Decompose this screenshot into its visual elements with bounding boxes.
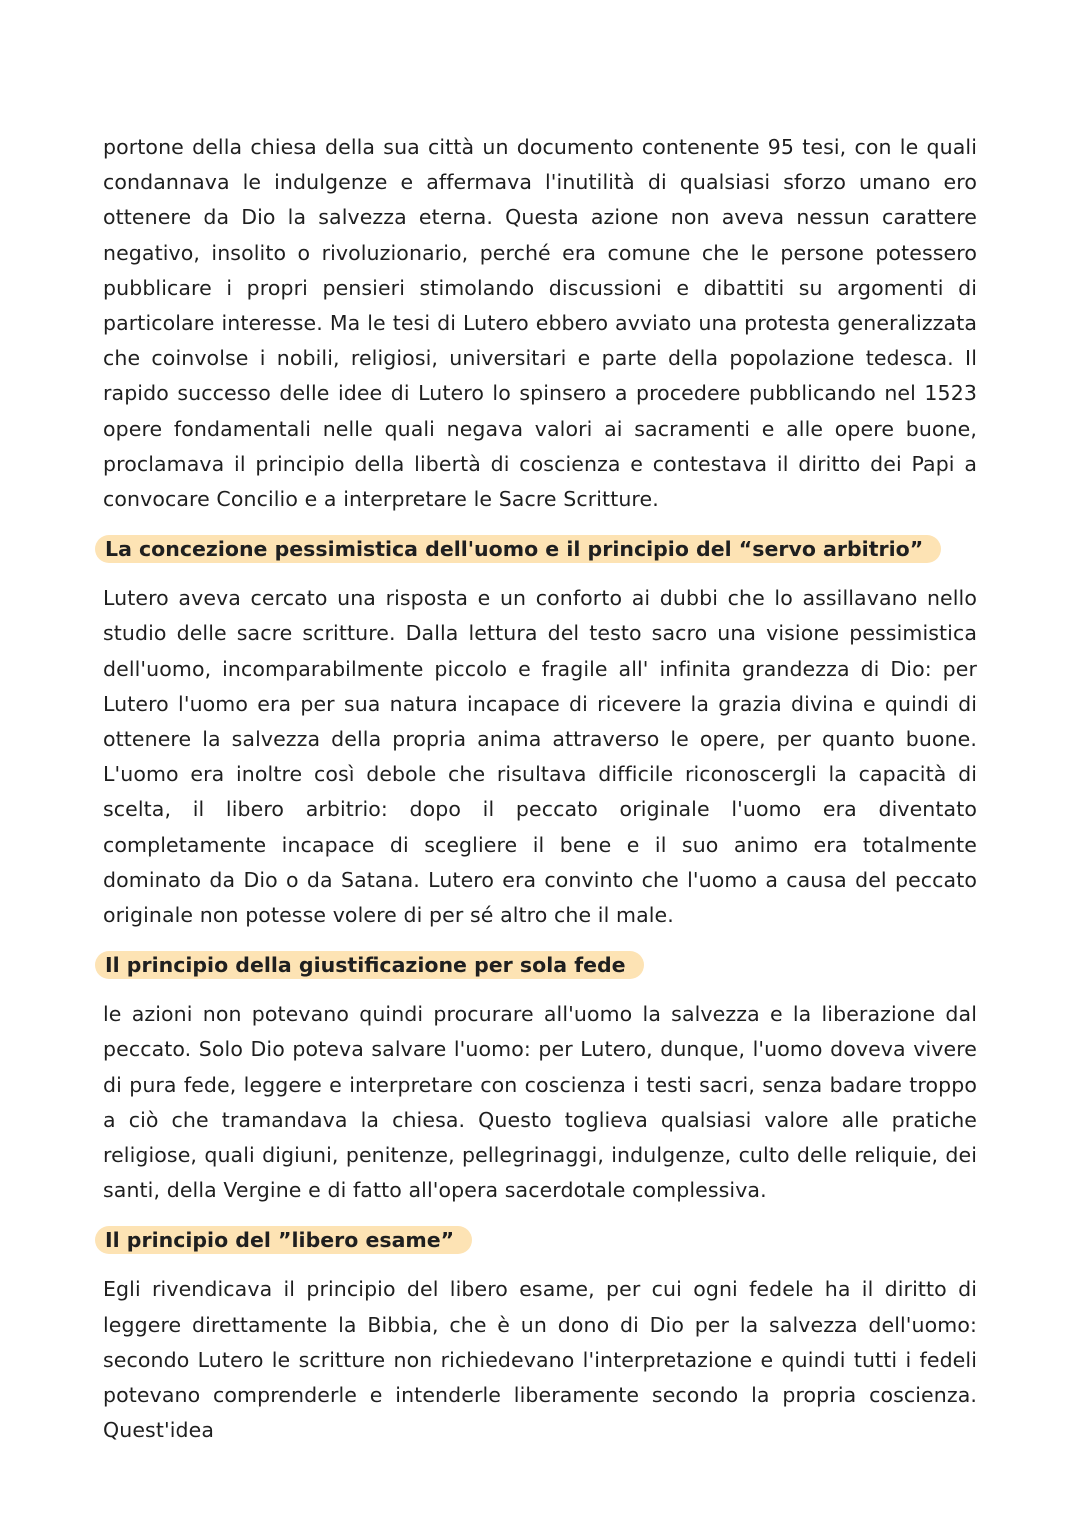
section-heading-text: Il principio del ”libero esame” (95, 1226, 472, 1254)
section-heading-libero-esame (103, 1222, 977, 1258)
section-paragraph-libero-esame: Egli rivendicava il principio del libero esame, per cui ogni fedele ha il diritto di leggere direttamente la Bibbia, che è un dono di Dio per la salvezza dell'uomo: secondo Lutero le scritture non richiedevano l'interpretazione e quindi tutti i fedeli potevano comprenderle e intenderle liberamente secondo la propria coscienza. Quest'idea (103, 1277, 977, 1443)
section-heading-servo-arbitrio (103, 531, 977, 567)
section-heading-text: Il principio della giustificazione per sola fede (95, 951, 644, 979)
section-heading-text: La concezione pessimistica dell'uomo e il principio del “servo arbitrio” (95, 535, 941, 563)
intro-paragraph: portone della chiesa della sua città un documento contenente 95 tesi, con le quali condannava le indulgenze e affermava l'inutilità di qualsiasi sforzo umano ero ottenere da Dio la salvezza eterna. Questa azione non aveva nessun carattere negativo, insolito o rivoluzionario, perché era comune che le persone potessero pubblicare i propri pensieri stimolando discussioni e dibattiti su argomenti di particolare interesse. Ma le tesi di Lutero ebbero avviato una protesta generalizzata che coinvolse i nobili, religiosi, universitari e parte della popolazione tedesca. Il rapido successo delle idee di Lutero lo spinsero a procedere pubblicando nel 1523 opere fondamentali nelle quali negava valori ai sacramenti e alle opere buone, proclamava il principio della libertà di coscienza e contestava il diritto dei Papi a convocare Concilio e a interpretare le Sacre Scritture. (103, 135, 977, 512)
section-heading-sola-fede (103, 947, 977, 983)
section-paragraph-servo-arbitrio: Lutero aveva cercato una risposta e un conforto ai dubbi che lo assillavano nello studio delle sacre scritture. Dalla lettura del testo sacro una visione pessimistica dell'uomo, incomparabilmente piccolo e fragile all' infinita grandezza di Dio: per Lutero l'uomo era per sua natura incapace di ricevere la grazia divina e quindi di ottenere la salvezza della propria anima attraverso le opere, per quanto buone. L'uomo era inoltre così debole che risultava difficile riconoscergli la capacità di scelta, il libero arbitrio: dopo il peccato originale l'uomo era diventato completamente incapace di scegliere il bene e il suo animo era totalmente dominato da Dio o da Satana. Lutero era convinto che l'uomo a causa del peccato originale non potesse volere di per sé altro che il male. (103, 586, 977, 928)
document-page (103, 130, 977, 1449)
section-paragraph-sola-fede: le azioni non potevano quindi procurare all'uomo la salvezza e la liberazione dal peccato. Solo Dio poteva salvare l'uomo: per Lutero, dunque, l'uomo doveva vivere di pura fede, leggere e interpretare con coscienza i testi sacri, senza badare troppo a ciò che tramandava la chiesa. Questo toglieva qualsiasi valore alle pratiche religiose, quali digiuni, penitenze, pellegrinaggi, indulgenze, culto delle reliquie, dei santi, della Vergine e di fatto all'opera sacerdotale complessiva. (103, 1002, 977, 1203)
